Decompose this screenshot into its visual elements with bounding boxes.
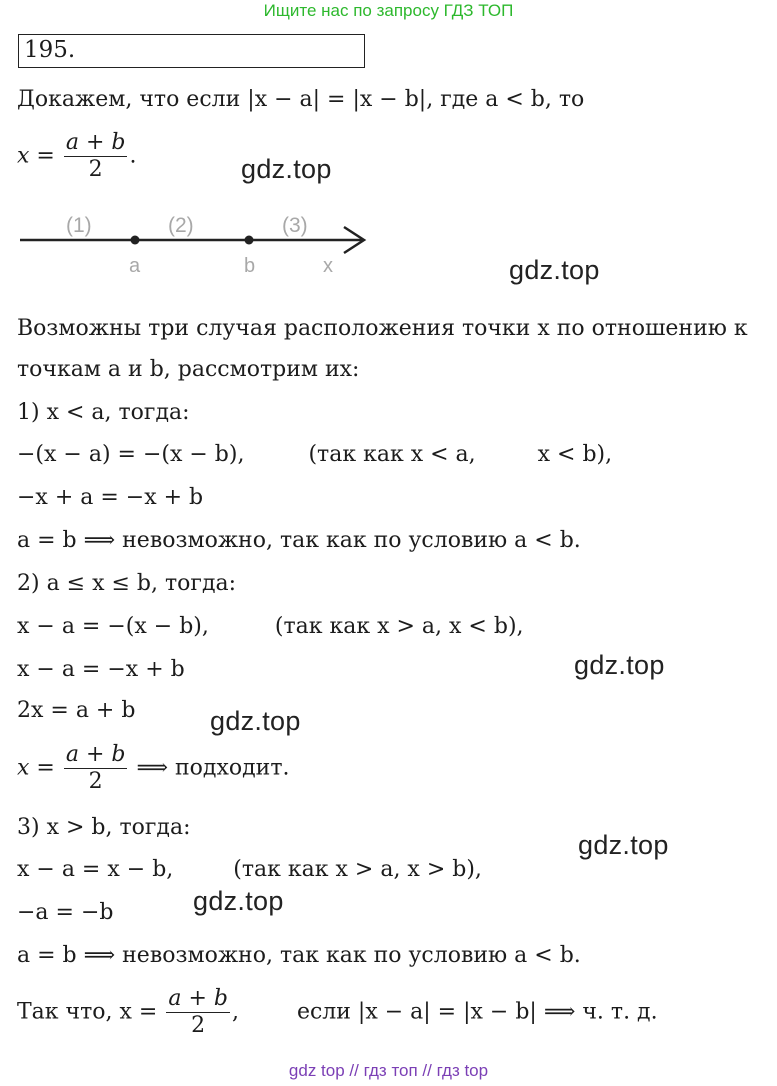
fraction-denominator: 2	[88, 769, 103, 794]
fraction-numerator: a + b	[65, 742, 126, 767]
case2-equation: 2x = a + b	[17, 698, 136, 723]
region-3-label: (3)	[282, 214, 308, 237]
case2-eq1: x − a = −(x − b),	[17, 614, 209, 639]
watermark: gdz.top	[193, 886, 284, 916]
watermark: gdz.top	[241, 154, 332, 184]
final-conclusion	[17, 986, 658, 1039]
conclusion-comma: ,	[231, 999, 239, 1025]
number-line-diagram	[0, 200, 420, 285]
conclusion-lhs: Так что, x =	[17, 999, 158, 1025]
case3-equation	[17, 856, 482, 884]
case2-lhs: x =	[17, 755, 55, 781]
watermark: gdz.top	[574, 650, 665, 680]
watermark: gdz.top	[509, 255, 600, 285]
fraction-denominator: 2	[88, 157, 103, 182]
bottom-banner: gdz top // гдз топ // гдз top	[288, 1061, 489, 1080]
case2-tail: ⟹ подходит.	[136, 755, 290, 781]
case3-conclusion: a = b ⟹ невозможно, так как по условию a < b.	[17, 943, 581, 968]
intro-fraction	[64, 130, 128, 183]
case3-equation: −a = −b	[17, 900, 114, 925]
intro-lhs: x =	[17, 143, 55, 169]
case1-note2: x < b),	[537, 442, 613, 467]
conclusion-tail: если |x − a| = |x − b| ⟹ ч. т. д.	[296, 999, 658, 1025]
region-2-label: (2)	[168, 214, 194, 237]
case1-note: (так как x < a,	[308, 442, 476, 467]
case1-heading: 1) x < a, тогда:	[17, 400, 190, 425]
case1-equation	[17, 441, 612, 469]
point-b-label: b	[244, 255, 256, 277]
case3-eq1: x − a = x − b,	[17, 857, 174, 882]
task-number: 195.	[24, 37, 76, 63]
case3-note: (так как x > a, x > b),	[233, 857, 482, 882]
case1-equation: −x + a = −x + b	[17, 485, 204, 510]
point-b	[245, 236, 254, 245]
fraction-numerator: a + b	[65, 130, 126, 155]
case2-heading: 2) a ≤ x ≤ b, тогда:	[17, 571, 237, 596]
region-1-label: (1)	[66, 214, 92, 237]
intro-line: Докажем, что если |x − a| = |x − b|, где a < b, то	[17, 87, 585, 112]
case2-result	[17, 742, 289, 795]
point-a-label: a	[129, 255, 141, 277]
intro-formula	[17, 130, 136, 183]
point-a	[131, 236, 140, 245]
fraction-denominator: 2	[191, 1013, 206, 1038]
case1-conclusion: a = b ⟹ невозможно, так как по условию a < b.	[17, 528, 581, 553]
conclusion-fraction	[166, 986, 230, 1039]
fraction-numerator: a + b	[168, 986, 228, 1011]
case2-equation: x − a = −x + b	[17, 657, 185, 682]
case2-fraction	[64, 742, 128, 795]
text-line: точкам a и b, рассмотрим их:	[17, 357, 360, 382]
case2-equation	[17, 613, 524, 641]
watermark: gdz.top	[578, 830, 669, 860]
text-line: Возможны три случая расположения точки x по отношению к	[17, 316, 748, 341]
axis-x-label: x	[323, 255, 333, 277]
case3-heading: 3) x > b, тогда:	[17, 815, 191, 840]
case2-note: (так как x > a, x < b),	[274, 614, 524, 639]
watermark: gdz.top	[210, 706, 301, 736]
intro-tail: .	[129, 143, 137, 169]
task-number-box	[18, 34, 365, 68]
case1-eq1: −(x − a) = −(x − b),	[17, 442, 245, 467]
top-banner: Ищите нас по запросу ГДЗ ТОП	[263, 1, 514, 20]
